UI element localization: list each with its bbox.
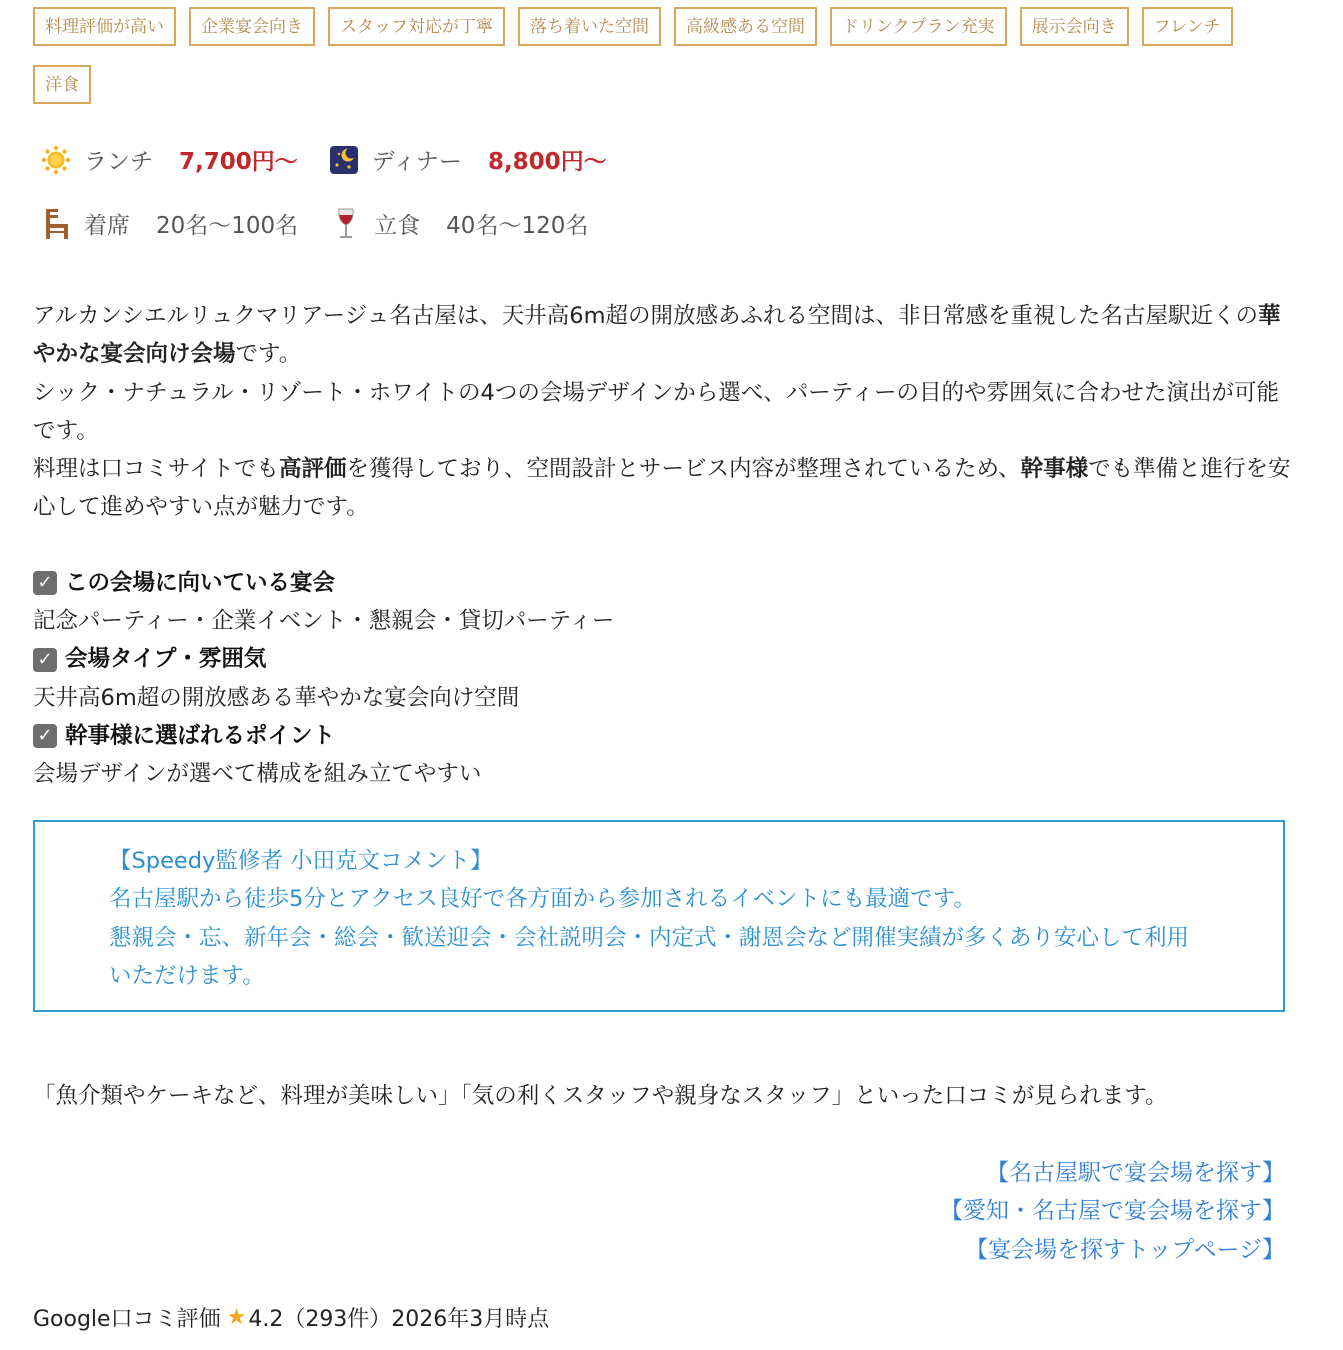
comment-title: 【Speedy監修者 小田克文コメント】 [109,848,493,874]
link-nagoya-station[interactable]: 【名古屋駅で宴会場を探す】 [986,1160,1285,1186]
tag[interactable]: スタッフ対応が丁寧 [328,7,505,46]
lunch-label: ランチ [84,149,153,175]
description-emphasis: 高評価 [278,456,347,483]
seated-label: 着席 [84,213,130,239]
check-heading [33,717,1298,755]
checkbox-icon: ✓ [33,724,57,748]
capacity-row [40,207,620,240]
description-text: アルカンシエルリュクマリアージュ名古屋は、天井高6m超の開放感あふれる空間は、非日常感を重視した名古屋駅近くの [33,303,1259,329]
google-rating [33,1302,549,1333]
review-summary: 「魚介類やケーキなど、料理が美味しい」「気の利くスタッフや親身なスタッフ」といった口コミが見られます。 [33,1083,1168,1109]
tag[interactable]: ドリンクプラン充実 [830,7,1007,46]
tag[interactable]: 落ち着いた空間 [518,7,661,46]
description-text: シック・ナチュラル・リゾート・ホワイトの4つの会場デザインから選べ、パーティーの目的や雰囲気に合わせた演出が可能です。 [33,379,1279,444]
dinner-label: ディナー [371,149,462,175]
description-text: 料理は口コミサイトでも [33,456,279,483]
checkbox-icon: ✓ [33,648,57,672]
venue-description [33,297,1298,527]
chair-icon [40,208,72,240]
tag[interactable]: 洋食 [33,65,91,104]
check-heading-text: 幹事様に選ばれるポイント [65,722,336,749]
supervisor-comment-box [33,820,1285,1012]
link-aichi-nagoya[interactable]: 【愛知・名古屋で宴会場を探す】 [940,1198,1285,1225]
seated-value: 20名〜100名 [156,213,299,239]
tag-list [33,7,1293,104]
check-heading-text: この会場に向いている宴会 [65,570,336,596]
dinner-price: 8,800円〜 [487,149,607,175]
standing-label: 立食 [374,213,421,239]
tag[interactable]: フレンチ [1142,7,1233,46]
tag[interactable]: 料理評価が高い [33,7,176,46]
check-text: 記念パーティー・企業イベント・懇親会・貸切パーティー [33,608,615,635]
description-emphasis: 華やかな宴会向け会場 [33,303,1281,368]
check-heading-text: 会場タイプ・雰囲気 [65,646,267,673]
comment-line: 名古屋駅から徒歩5分とアクセス良好で各方面から参加されるイベントにも最適です。 [109,886,976,913]
link-search-top[interactable]: 【宴会場を探すトップページ】 [965,1236,1285,1263]
comment-line: 懇親会・忘、新年会・総会・歓送迎会・会社説明会・内定式・謝恩会など開催実績が多くあり安心して利用いただけます。 [109,924,1190,990]
description-text: です。 [235,341,302,368]
tag[interactable]: 企業宴会向き [189,7,315,46]
check-heading [33,640,1298,678]
search-links [940,1154,1285,1269]
check-heading [33,564,1298,602]
price-row [40,143,637,176]
star-icon: ★ [226,1305,247,1330]
checkbox-icon: ✓ [33,571,57,595]
sun-icon [40,144,72,176]
moon-night-icon [328,144,360,176]
tag[interactable]: 展示会向き [1020,7,1129,46]
lunch-price: 7,700円〜 [179,149,298,175]
description-text: を獲得しており、空間設計とサービス内容が整理されているため、 [346,456,1021,483]
description-emphasis: 幹事様 [1020,456,1089,483]
wine-glass-icon [330,208,362,240]
check-text: 天井高6m超の開放感ある華やかな宴会向け空間 [33,684,520,711]
description-text: でも準備と進行を安心して進めやすい点が魅力です。 [33,456,1291,521]
tag[interactable]: 高級感ある空間 [674,7,817,46]
google-rating-label: Google口コミ評価 [33,1307,221,1332]
check-text: 会場デザインが選べて構成を組み立てやすい [33,761,482,788]
checklist [33,564,1298,793]
standing-value: 40名〜120名 [446,213,589,239]
google-rating-value: 4.2（293件）2026年3月時点 [248,1307,550,1332]
